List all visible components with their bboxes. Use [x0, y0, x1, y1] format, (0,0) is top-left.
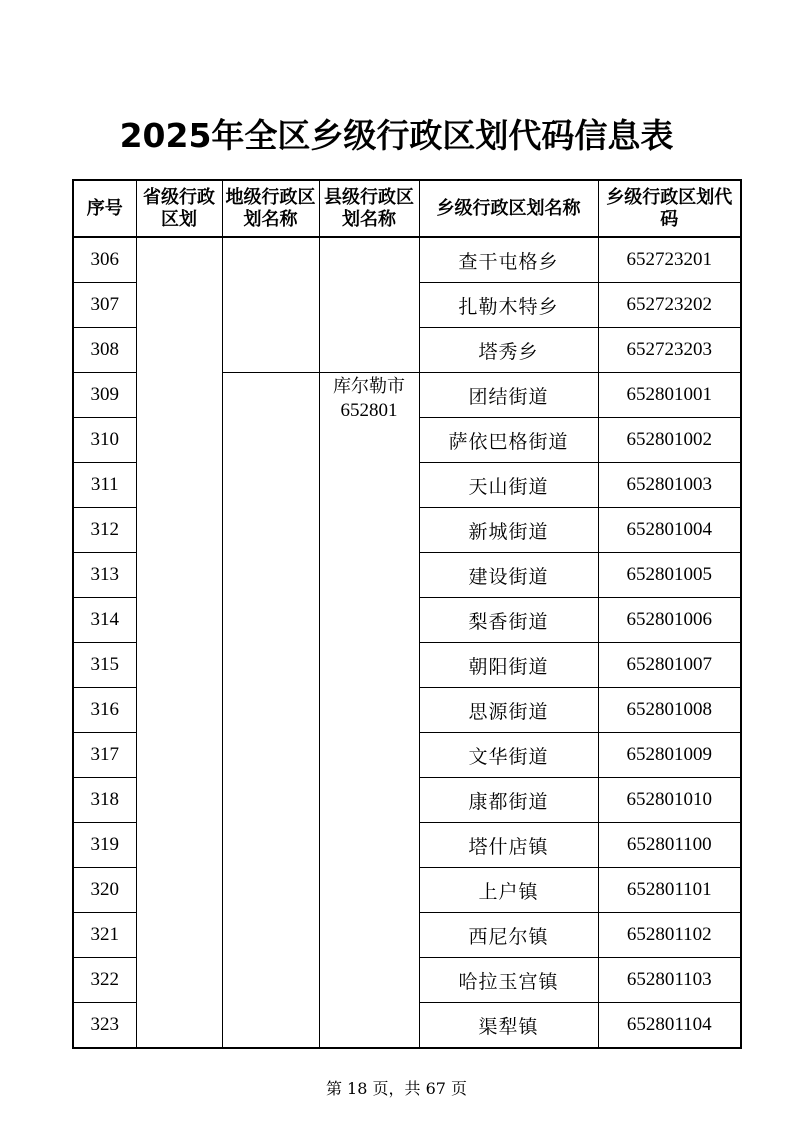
row-seq: 315 — [73, 643, 136, 688]
row-seq: 312 — [73, 508, 136, 553]
prefecture-cell — [222, 373, 319, 1049]
row-seq: 314 — [73, 598, 136, 643]
township-code: 652801102 — [598, 913, 741, 958]
header-province: 省级行政区划 — [136, 180, 222, 237]
township-code: 652801002 — [598, 418, 741, 463]
table-header-row — [73, 180, 741, 237]
row-seq: 313 — [73, 553, 136, 598]
province-cell — [136, 237, 222, 1048]
county-cell — [319, 237, 419, 373]
township-code: 652801006 — [598, 598, 741, 643]
row-seq: 310 — [73, 418, 136, 463]
township-name: 上户镇 — [419, 868, 598, 913]
township-code: 652801008 — [598, 688, 741, 733]
row-seq: 307 — [73, 283, 136, 328]
row-seq: 321 — [73, 913, 136, 958]
township-name: 渠犁镇 — [419, 1003, 598, 1049]
header-county: 县级行政区划名称 — [319, 180, 419, 237]
township-name: 天山街道 — [419, 463, 598, 508]
row-seq: 308 — [73, 328, 136, 373]
township-code: 652723203 — [598, 328, 741, 373]
township-code: 652723202 — [598, 283, 741, 328]
county-code: 652801 — [340, 400, 398, 421]
township-name: 团结街道 — [419, 373, 598, 418]
row-seq: 318 — [73, 778, 136, 823]
township-name: 萨依巴格街道 — [419, 418, 598, 463]
row-seq: 306 — [73, 237, 136, 283]
township-code: 652801100 — [598, 823, 741, 868]
row-seq: 322 — [73, 958, 136, 1003]
prefecture-cell — [222, 237, 319, 373]
township-name: 梨香街道 — [419, 598, 598, 643]
county-cell — [319, 373, 419, 1049]
row-seq: 311 — [73, 463, 136, 508]
township-code: 652801007 — [598, 643, 741, 688]
township-code: 652801003 — [598, 463, 741, 508]
header-township: 乡级行政区划名称 — [419, 180, 598, 237]
header-prefecture: 地级行政区划名称 — [222, 180, 319, 237]
row-seq: 316 — [73, 688, 136, 733]
township-name: 哈拉玉宫镇 — [419, 958, 598, 1003]
township-code: 652723201 — [598, 237, 741, 283]
row-seq: 323 — [73, 1003, 136, 1049]
township-code: 652801004 — [598, 508, 741, 553]
township-name: 思源街道 — [419, 688, 598, 733]
county-name: 库尔勒市 — [333, 376, 405, 397]
township-name: 建设街道 — [419, 553, 598, 598]
township-name: 查干屯格乡 — [419, 237, 598, 283]
township-code: 652801010 — [598, 778, 741, 823]
township-name: 西尼尔镇 — [419, 913, 598, 958]
township-name: 扎勒木特乡 — [419, 283, 598, 328]
township-code: 652801101 — [598, 868, 741, 913]
township-code: 652801009 — [598, 733, 741, 778]
township-code: 652801103 — [598, 958, 741, 1003]
township-name: 塔秀乡 — [419, 328, 598, 373]
header-seq: 序号 — [73, 180, 136, 237]
township-name: 朝阳街道 — [419, 643, 598, 688]
township-name: 塔什店镇 — [419, 823, 598, 868]
township-code: 652801104 — [598, 1003, 741, 1049]
row-seq: 317 — [73, 733, 136, 778]
row-seq: 309 — [73, 373, 136, 418]
division-code-table — [72, 179, 742, 1049]
township-name: 新城街道 — [419, 508, 598, 553]
table-row — [73, 237, 741, 283]
township-code: 652801005 — [598, 553, 741, 598]
row-seq: 320 — [73, 868, 136, 913]
township-code: 652801001 — [598, 373, 741, 418]
page-title: 2025年全区乡级行政区划代码信息表 — [119, 116, 674, 155]
township-name: 文华街道 — [419, 733, 598, 778]
township-name: 康都街道 — [419, 778, 598, 823]
header-code: 乡级行政区划代码 — [598, 180, 741, 237]
page-footer: 第 18 页，共 67 页 — [325, 1079, 468, 1098]
row-seq: 319 — [73, 823, 136, 868]
